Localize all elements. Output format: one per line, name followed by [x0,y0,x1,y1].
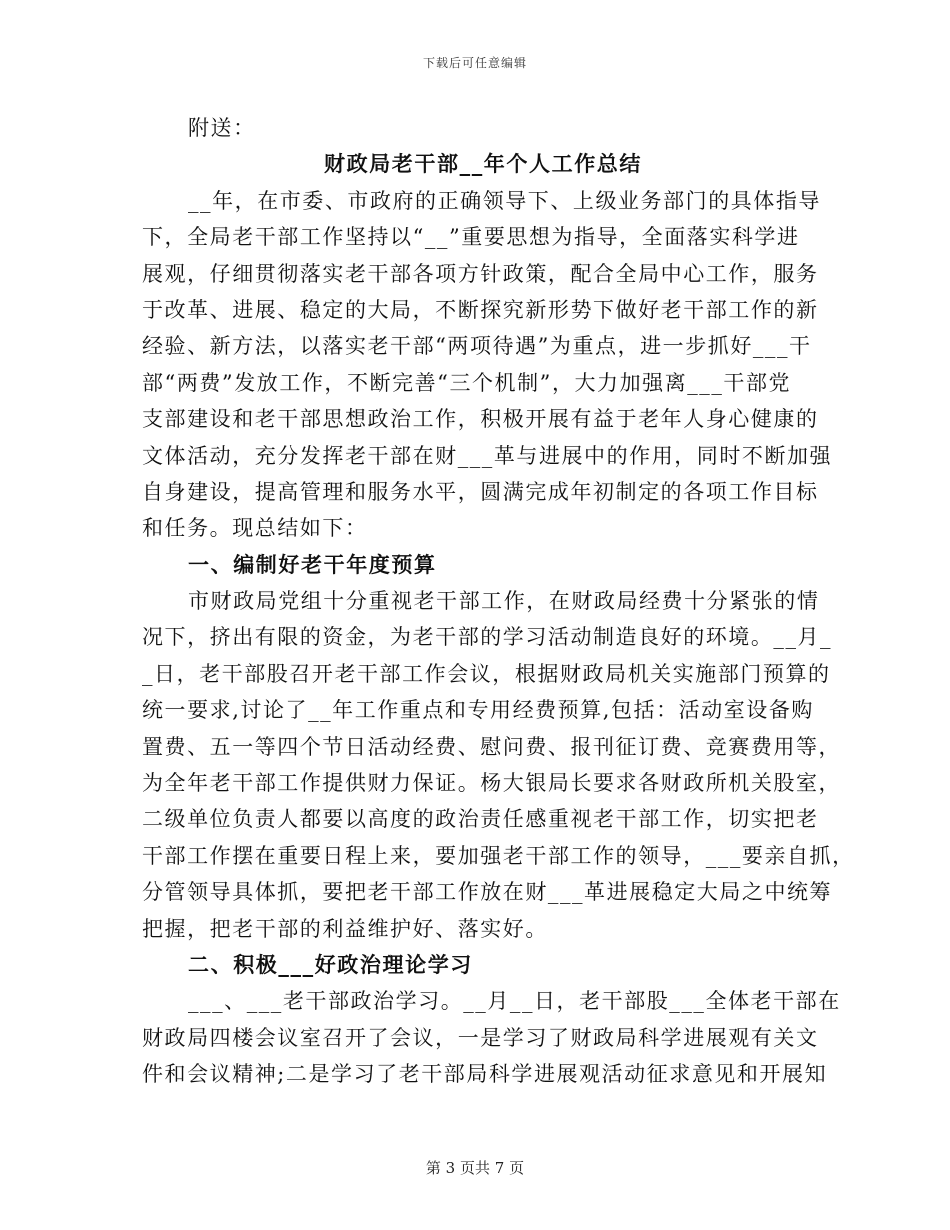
paragraph-line: 于改革、进展、稳定的大局，不断探究新形势下做好老干部工作的新 [142,297,819,322]
paragraph-line: 财政局四楼会议室召开了会议，一是学习了财政局科学进展观有关文 [142,1025,819,1050]
paragraph-line: 为全年老干部工作提供财力保证。杨大银局长要求各财政所机关股室， [142,771,842,796]
paragraph-line: __年，在市委、市政府的正确领导下、上级业务部门的具体指导 [188,188,821,213]
paragraph-line: 下，全局老干部工作坚持以“__”重要思想为指导，全面落实科学进 [142,225,800,250]
intro-paragraph [142,183,833,547]
paragraph-line: 件和会议精神;二是学习了老干部局科学进展观活动征求意见和开展知 [142,1062,828,1087]
paragraph-line: 支部建设和老干部思想政治工作，积极开展有益于老年人身心健康的 [142,407,819,432]
document-title: 财政局老干部__年个人工作总结 [324,151,642,177]
attachment-label: 附送： [188,116,256,140]
paragraph-line: 干部工作摆在重要日程上来，要加强老干部工作的领导，___要亲自抓， [142,843,855,868]
paragraph-line: 展观，仔细贯彻落实老干部各项方针政策，配合全局中心工作，服务 [142,261,819,286]
paragraph-line: _日，老干部股召开老干部工作会议，根据财政局机关实施部门预算的 [142,661,831,686]
paragraph-line: 经验、新方法，以落实老干部“两项待遇”为重点，进一步抓好___干 [142,334,812,359]
paragraph-line: 和任务。现总结如下： [142,516,368,541]
paragraph-line: 统一要求,讨论了__年工作重点和专用经费预算,包括：活动室设备购 [142,698,814,723]
paragraph-line: 自身建设，提高管理和服务水平，圆满完成年初制定的各项工作目标 [142,479,819,504]
page-header: 下载后可任意编辑 [422,56,527,70]
paragraph-line: 部“两费”发放工作，不断完善“三个机制”，大力加强离___干部党 [142,370,792,395]
section2-paragraph [142,983,841,1092]
section-heading-1: 一、编制好老干年度预算 [188,551,437,577]
paragraph-line: 文体活动，充分发挥老干部在财___革与进展中的作用，同时不断加强 [142,443,833,468]
paragraph-line: 况下，挤出有限的资金，为老干部的学习活动制造良好的环境。__月_ [142,625,833,650]
paragraph-line: ___、___老干部政治学习。__月__日，老干部股___全体老干部在 [188,989,841,1014]
section-heading-2: 二、积极___好政治理论学习 [188,951,473,977]
paragraph-line: 置费、五一等四个节日活动经费、慰问费、报刊征订费、竞赛费用等， [142,734,842,759]
paragraph-line: 把握，把老干部的利益维护好、落实好。 [142,916,548,941]
document-body [142,110,855,1093]
paragraph-line: 市财政局党组十分重视老干部工作，在财政局经费十分紧张的情 [188,589,820,614]
paragraph-line: 二级单位负责人都要以高度的政治责任感重视老干部工作，切实把老 [142,807,819,832]
page-number: 第 3 页共 7 页 [425,1159,525,1177]
section1-paragraph [142,583,855,947]
paragraph-line: 分管领导具体抓，要把老干部工作放在财___革进展稳定大局之中统筹 [142,880,833,905]
